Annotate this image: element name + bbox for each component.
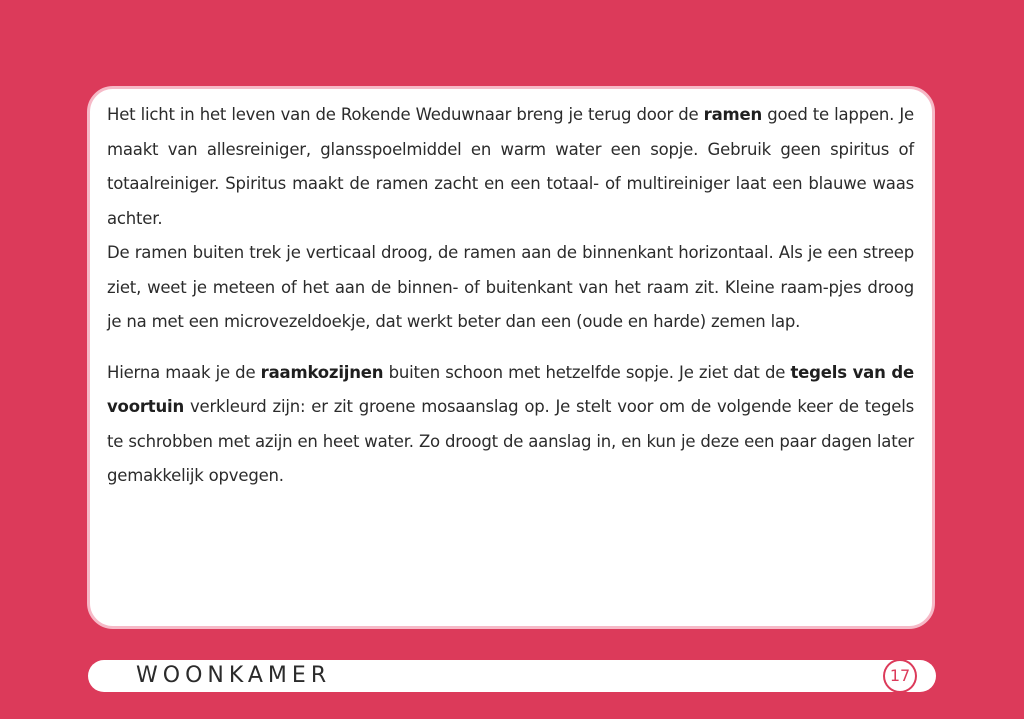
paragraph-3-segment-5: verkleurd zijn: er zit groene mosaanslag op. Je stelt voor om de volgende keer de tegels te schrobben met azijn en heet water. Zo droogt de aanslag in, en kun je deze een paar dagen later gemakkelijk opvegen. xyxy=(107,397,914,485)
paragraph-1-segment-1: Het licht in het leven van de Rokende Weduwnaar breng je terug door de xyxy=(107,105,704,124)
paragraph-1-segment-3: goed te lappen. Je maakt van allesreiniger, glansspoelmiddel en warm water een sopje. Gebruik geen spiritus of totaalreiniger. Spiritus maakt de ramen zacht en een totaal- of multireiniger laat een blauwe waas achter. xyxy=(107,105,915,228)
page-number: 17 xyxy=(885,661,915,691)
paragraph-3-bold-tegels: tegels van de voortuin xyxy=(107,362,914,416)
paragraph-2 xyxy=(107,236,914,340)
paragraph-3-segment-1: Hierna maak je de xyxy=(107,362,261,382)
paragraph-1-bold-ramen: ramen xyxy=(703,105,763,124)
paragraph-3-bold-raamkozijnen: raamkozijnen xyxy=(260,362,384,382)
content-box xyxy=(87,86,935,629)
footer-bar xyxy=(88,660,936,692)
paragraph-1 xyxy=(107,98,914,236)
paragraph-3-segment-3: buiten schoon met hetzelfde sopje. Je ziet dat de xyxy=(383,362,791,382)
paragraph-2-segment-1: De ramen buiten trek je verticaal droog, de ramen aan de binnenkant horizontaal. Als je een streep ziet, weet je meteen of het aan de binnen- of buitenkant van het raam zit. Kleine raam-pjes droog je na met een microvezeldoekje, dat werkt beter dan een (oude en harde) zemen lap. xyxy=(107,243,914,331)
paragraph-3 xyxy=(107,356,914,494)
section-title: WOONKAMER xyxy=(136,663,332,688)
